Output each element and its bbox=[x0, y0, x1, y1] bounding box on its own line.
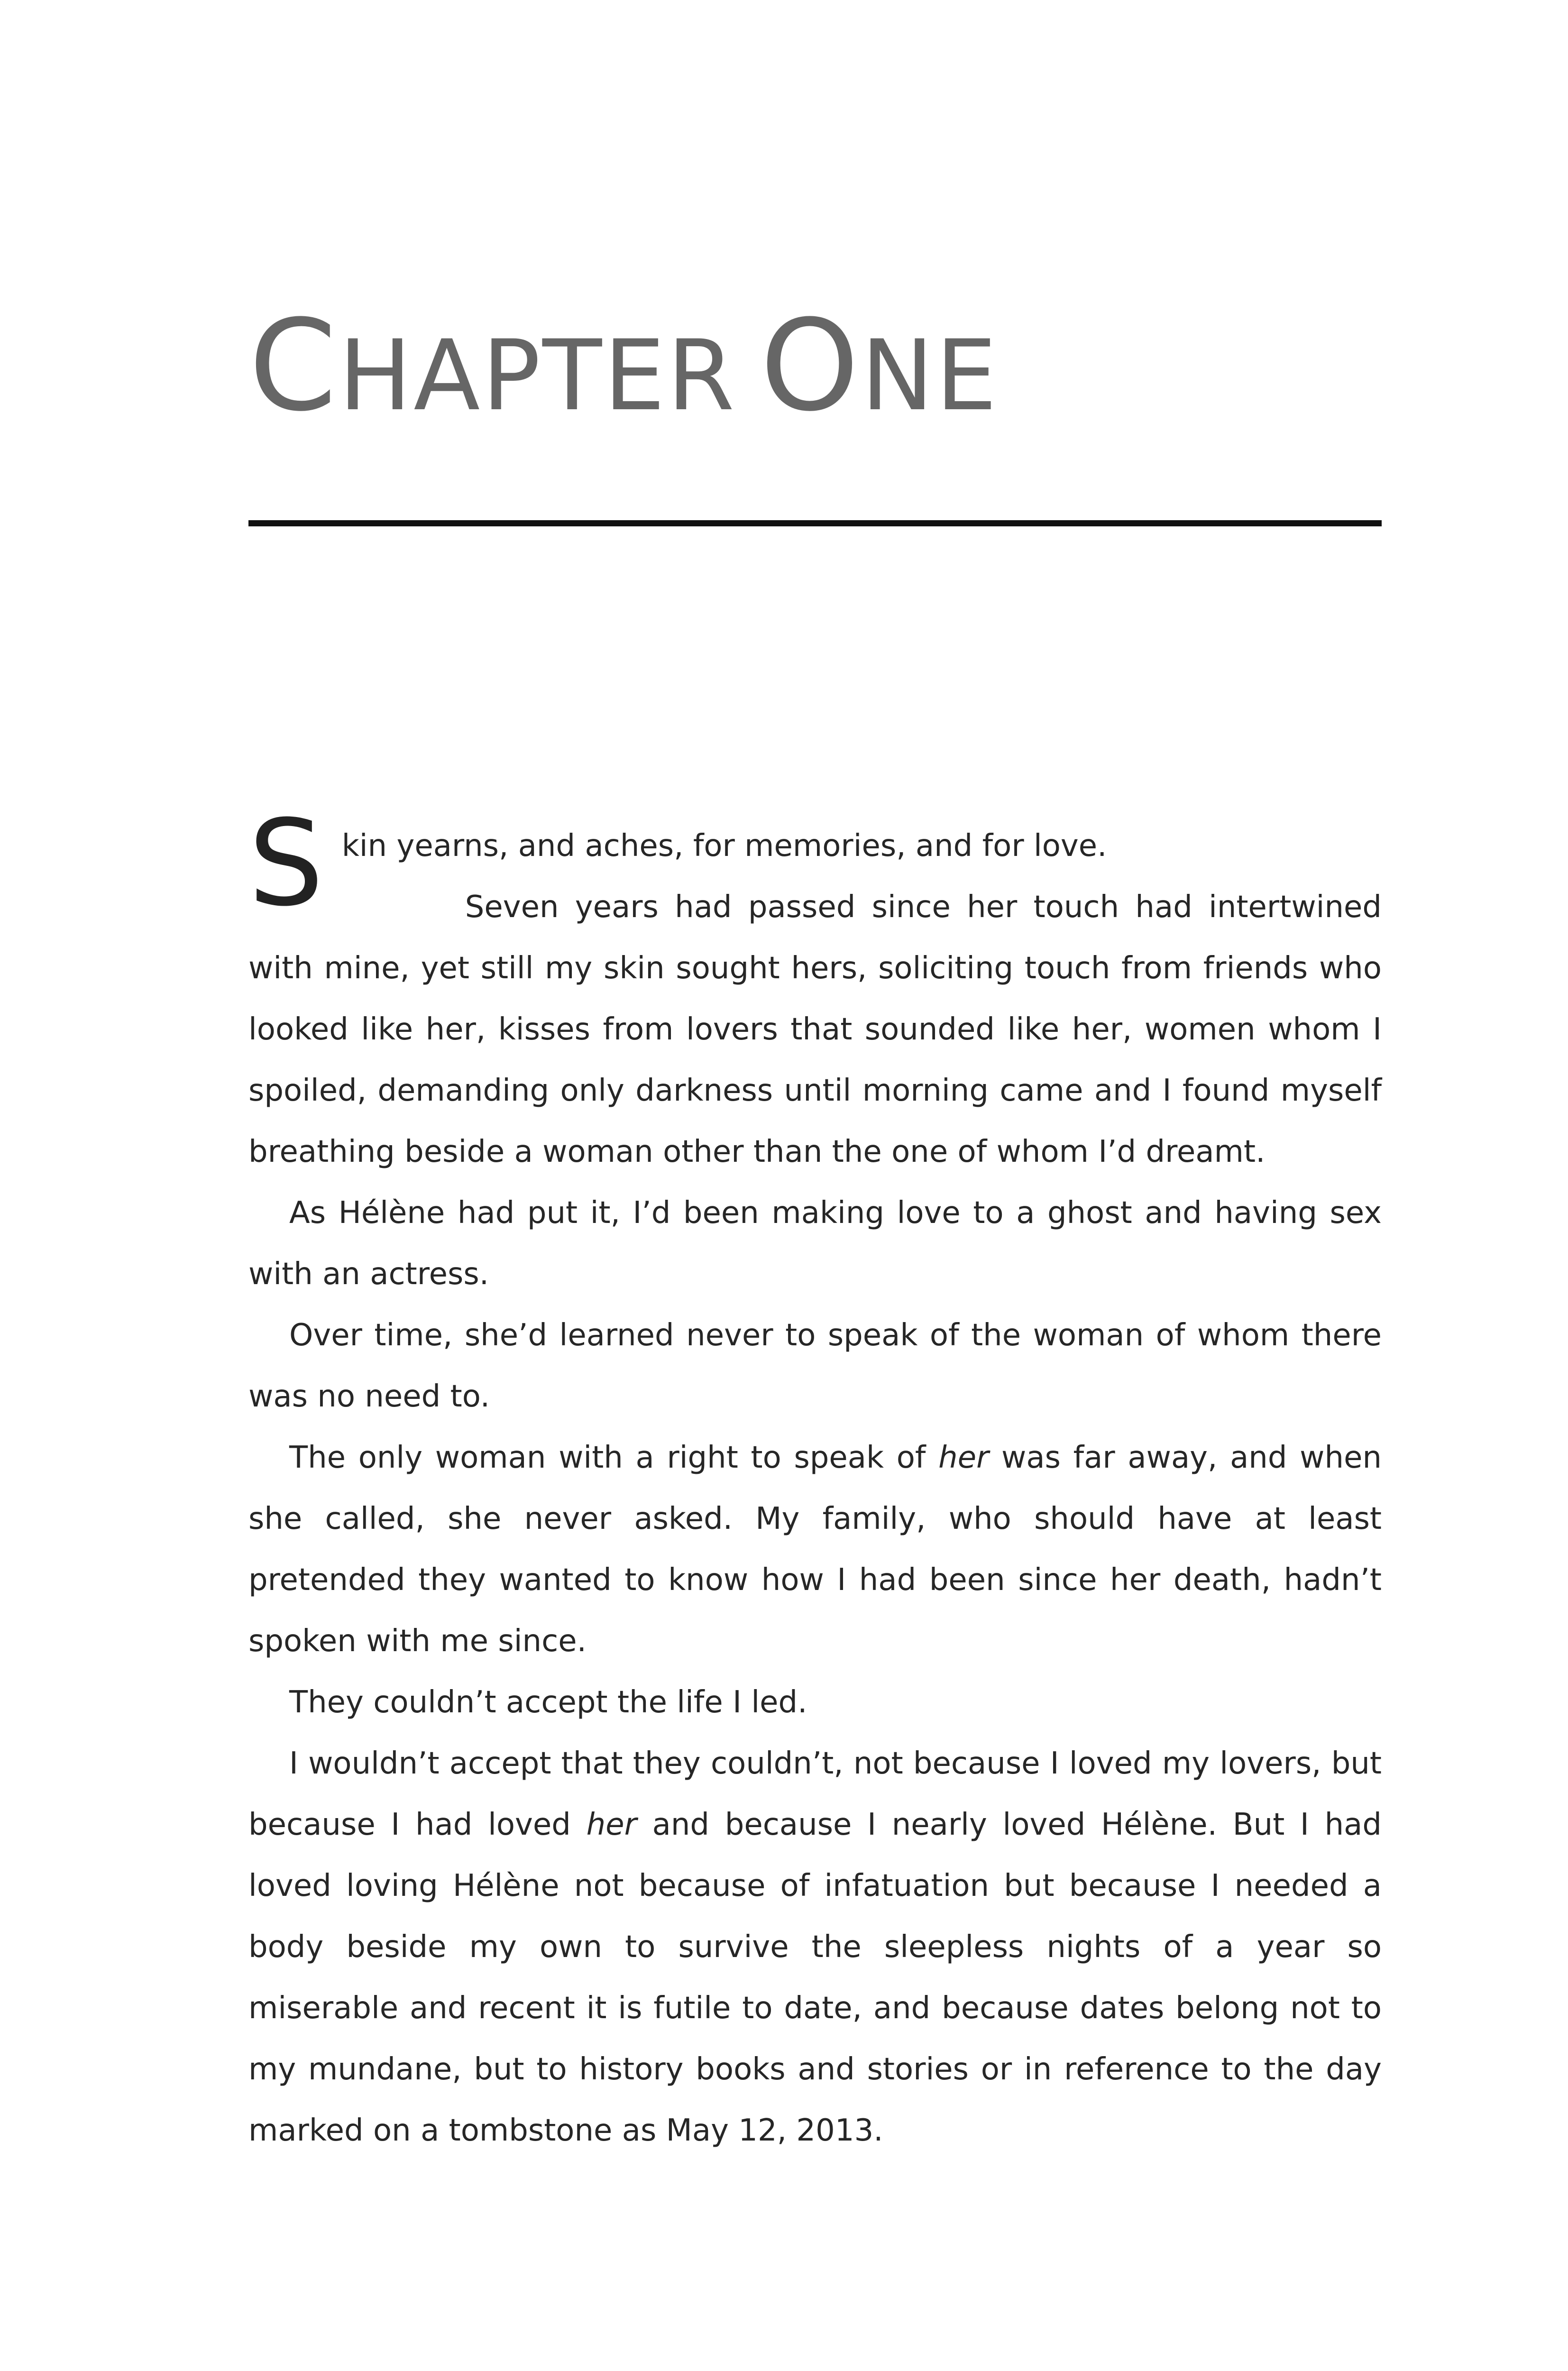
paragraph-5-text-a: The only woman with a right to speak of bbox=[289, 1440, 939, 1475]
chapter-title-rest-1: HAPTER bbox=[339, 320, 737, 432]
chapter-divider bbox=[248, 520, 1382, 526]
paragraph-2-text: Seven years had passed since her touch had intertwined with mine, yet still my skin sought hers, soliciting touch from friends who looked like her, kisses from lovers that sounded like her, women whom I spoiled, demanding only darkness until morning came and I found myself breathing beside a woman other than the one of whom I’d dreamt. bbox=[248, 890, 1382, 1169]
chapter-title-cap-2: O bbox=[760, 293, 861, 439]
paragraph-6: They couldn’t accept the life I led. bbox=[289, 1685, 807, 1720]
paragraph-5 bbox=[248, 1427, 1382, 1672]
paragraph-7 bbox=[248, 1733, 1382, 2161]
chapter-title-rest-2: NE bbox=[861, 320, 999, 432]
paragraph-7-text-b: and because I nearly loved Hélène. But I had loved loving Hélène not because of infatuation but because I needed a body beside my own to survive the sleepless nights of a year so miserable and recent it is futile to date, and because dates belong not to my mundane, but to history books and stories or in reference to the day marked on a tombstone as May 12, 2013. bbox=[248, 1807, 1382, 2148]
paragraph-3: As Hélène had put it, I’d been making love to a ghost and having sex with an actress. bbox=[248, 1195, 1382, 1292]
paragraph-5-emphasis: her bbox=[938, 1440, 989, 1475]
chapter-title bbox=[249, 293, 999, 439]
paragraph-1: kin yearns, and aches, for memories, and for love. bbox=[341, 828, 1107, 864]
chapter-title-cap-1: C bbox=[249, 293, 339, 439]
drop-cap: S bbox=[248, 794, 324, 932]
paragraph-5-text-b: was far away, and when she called, she never asked. My family, who should have at least pretended they wanted to know how I had been since her death, hadn’t spoken with me since. bbox=[248, 1440, 1382, 1659]
paragraph-4: Over time, she’d learned never to speak of the woman of whom there was no need to. bbox=[248, 1318, 1382, 1414]
paragraph-7-emphasis: her bbox=[586, 1807, 637, 1842]
chapter-body bbox=[248, 794, 1382, 2161]
paragraph-7-text-a: I wouldn’t accept that they couldn’t, not because I loved my lovers, but because I had loved bbox=[248, 1746, 1382, 1842]
paragraph-2 bbox=[248, 877, 1382, 1183]
